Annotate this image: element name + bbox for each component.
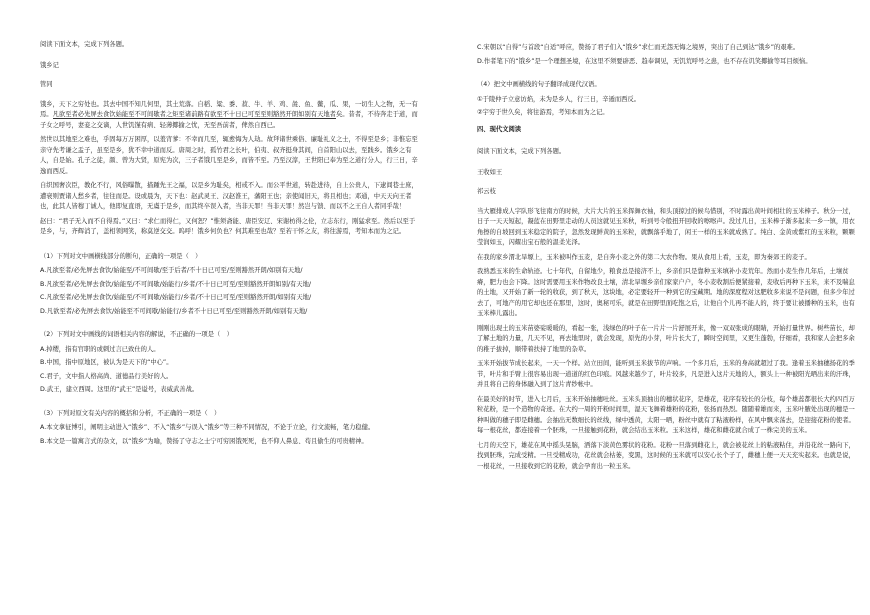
paragraph-1-text: 饿乡，天下之穷处也。其去中国不知几何里，其土荒落。自稻、粱、黍、菽、牛、羊、鸡、彘、鱼、鳖，瓜、果，一切生人之物，无一有焉。 xyxy=(40,100,418,118)
essay-2-paragraph-5: 玉米开始拔节成长起来，一天一个样。站立田间，能听到玉米拔节的声响。一个多月后，玉米的身高就超过了我。逢着玉米抽穗扬花的季节，叶片和手臂上很容易出现一道道的红色印痕。风越来越少了，叶片较多，凡是进入这片天地的人，额头上一种被阳光晒出来的汗珠，并且将自己的身体融入到了这片青纱帐中。 xyxy=(477,360,855,388)
question-2-option-b: B.中国，指中原地区，被认为是天下的“中心”。 xyxy=(40,359,173,366)
essay-2-title: 王收如王 xyxy=(477,168,503,176)
question-2-stem: （2）下列对文中画线的词语相关内容的解说，不正确的一项是（ ） xyxy=(40,331,233,338)
left-column xyxy=(40,40,420,450)
question-2-option-a: A.掉缨，指有官职的或刺过言已致仕的人。 xyxy=(40,345,160,353)
question-3-option-b: B.本文是一篇寓言式的杂文，以“饿乡”为喻，赞扬了守志之士宁可穷困饿死死，也不仰人鼻息、苟且偷生的可贵精神。 xyxy=(40,437,368,445)
question-1-option-b: B.凡欲至者/必先屏去食饮/始能至/不可间歇/始能行/乡者/不十日已可至/至则豁然开朗如别/有天地/ xyxy=(40,280,311,288)
essay-2-paragraph-3: 我熟悉玉米的生命轨迹。七十年代，自留地少，粮食总是接济不上，乡亲们只是靠种玉米填补小麦荒年。然而小麦生作几年后，土壤贫瘠，肥力也会下降。这时需要用玉米作物改良土壤，清北旱塬乡亲们家家户户，冬小麦收割后便紧接着，麦收后再种下玉米，来不及喘息的土地，又开始了新一轮的收获，到了秋天，这块地，必定要轻开一种到它的宝藏期。地的深度程对这肥收多来说不是问题，但多少年过去了，可地产的用它却也还在那里，这时，奥秘可乐，就是在田野里面吃饱之后，让他自个儿再不能人的，终于要让被播种的玉米，也有玉米棒儿露出。 xyxy=(477,268,855,317)
paragraph-1-tail: 矣。昔者，不待奔走于道，而子女之呼号，妻妾之交谪，人世饥馑有病、轻薄揶揄之忧，无至吾前者，俾然自西已。 xyxy=(40,111,418,129)
essay-2-paragraph-1: 当大雁排成人字队形飞往南方的时候，大片大片的玉米挥舞衣袖，和头顶掠过的候鸟惜别，不时露出黄叶间相壮的玉米棒子。秋分一过，日子一天天短起，凝蓝在田野里走动的人员这就见玉米秋，听到号令般扭开回收的嚓嚓声。没过几日，玉米棒子渐多起来一乡一镇，用衣角擦的自坡回到玉米稳定的院子，忽然发现鲜黄的玉米粒，就飘落乎地了，闲王一样的玉米就成熟了。纯白、金黄或紫红的玉米粒，颗颗莹润如玉，闪耀出宝石般的温柔光泽。 xyxy=(477,207,855,246)
essay-author: 管同 xyxy=(40,81,53,88)
question-2-option-c: C.君子，文中指人格高尚、道德品行美好的人。 xyxy=(40,372,173,380)
essay-2-author: 祁云枝 xyxy=(477,188,496,195)
reading-intro-2: 阅读下面文本，完成下列各题。 xyxy=(477,148,566,155)
spacer xyxy=(477,70,857,80)
section-heading: 四、现代文阅读 xyxy=(477,125,522,133)
question-1-stem: （1）下列对文中画横线部分的断句，正确的一项是（ ） xyxy=(40,252,202,260)
reading-intro: 阅读下面文本，完成下列各题。 xyxy=(40,41,129,48)
underlined-sentence: 凡欲至者必先屏去食饮始能至不可间歇者之矩至诸前路有欲至不十日已可至至则豁然开朗如别有天地者 xyxy=(52,111,336,118)
essay-paragraph-1 xyxy=(40,100,420,132)
question-1-option-d: D.凡欲至者/必先屏去食饮/始能至不可间歇/始能行/乡者不十日已可至/至则豁然开朗/如别有天地/ xyxy=(40,307,308,315)
spacer xyxy=(40,242,420,252)
question-3-option-d: D.作者笔下的“饿乡”是一个理想圣境，在这里不须要辟恶、趋奉调见，无饥荒呼号之患，也不存在讥笑揶揄等耳目烦恼。 xyxy=(477,57,812,65)
question-3-stem: （3）下列对原文有关内容的概括和分析，不正确的一项是（ ） xyxy=(40,409,221,417)
spacer xyxy=(40,320,420,330)
question-1-option-a: A.凡欲至者/必先屏去食饮/始能至/不可间歇/至于后者/不十日已可至/至则豁然开朗/如别有天地/ xyxy=(40,267,303,274)
essay-2-paragraph-7: 七月的天空下，雄花在风中摇头晃脑，洒落下淡黄色雾状的花粉。花粉一旦落到雌花上，就会被花丝上的粘液粘住，并沿花丝一路向下，找到胚珠，完成受精。一旦受精成功，花丝就会枯萎，变黑，这时候的玉米就可以安心长个子了，雌穗上便一天天充实起来。也就是说，一根花丝，一旦接收到它的花粉，就会孕育出一粒玉米。 xyxy=(477,441,855,470)
question-2-option-d: D.武王，建立西周。这里的“武王”是谥号，表威武善战。 xyxy=(40,386,199,393)
essay-paragraph-3: 自织国奢次臣，教化不行，风俗曝散，描踵先王之福，以是乡为耻矣，相戒不入。而公平世道，转赴进待，自上公贵人，下逮闾巷士庶，遭衰则贾诸人愁乡者，往往而是。设或晨为，天下也：赵武灵王、汉赵淮王，藩阳王也；亲使闻旧天，将且相也；邓通，中天天向王者也，此其人皆穆丁诚人，他即复直语，无虞于是乡，而其终卒误入者，当非天罪！当非天罪！然岂与馈、而以不之王自人者同乎哉！ xyxy=(40,182,418,210)
right-column xyxy=(477,43,857,476)
essay-paragraph-2: 然世以其地至之难也，乎固每万万困厚，以羞宵爹：不幸而几至，辄愈悔为人劫。故拜诸世乘俗、廉耻礼义之士，不得至是乡；非惟忘至亲守先考谦之盂子，虽至是乡，犹不幸中道而反。唐周之时，孤竹君之长叶，伯夷、叔齐挺身其间，自首阳山以去，至践乡。饿乡之有人，自是始。孔子之徒，颜、曾为大贤，原宪为次，三子者饿几至是乡，而皆不至。乃至汉淳，王世阳已奉为至之道行分人，行三日，辛逸而西反。 xyxy=(40,136,418,175)
essay-2-paragraph-2: 在我的家乡渭北旱塬上，玉米被叫作玉麦，是自奔小麦之外的第二大农作物。果从食用上看，玉麦，即为秦郊王的麦子。 xyxy=(477,253,811,261)
essay-2-paragraph-6: 在最美好的时节，进入七月后，玉米开始抽穗吐丝。玉米头顶抽出的穗状花序，是雄花，花序有较长的分枝，每个雄蕊都很长大约四百万粒花粉，是一个造物的奇迹。在大约一周的开粉时间里，湿天飞舞着雄粉的花粉，张扬而热烈。随随着雄而来，玉米叶腋处出现的穗是一种叫做的穗子即是雌穗。会抽出无数细长的丝线，绿中透黄，太阳一晒，粉丝中就有了粘液粉样，在风中飘来荡去，是迎接花粉的使者。每一根花丝，都连接着一个胚珠，一旦接触到花粉，就会结出玉米粒。玉米这样，雄花和雌花就合成了一株完美的玉米。 xyxy=(477,395,855,434)
essay-2-paragraph-4: 刚刚出现土的玉米苗婆娑暖暖的，看起一张，浅绿色的叶子在一片片一片舒展开来，像一双双张成的眼睛，开始打量世界。树些苗长，却了解土地的力量，几天不见，再去地里时，就会发现，原先的小芽，叶片长大了，瞬时空间里，又更生蓬勃，仔细看，我和家人会把多余的稚子拔掉，顺带着扶持了地里的杂草。 xyxy=(477,324,855,353)
essay-title: 饿乡记 xyxy=(40,61,59,69)
question-4-item-1: ①于陵仲子立意访焰，未为是乡人，行三日，辛遁而西反。 xyxy=(477,95,641,103)
question-4-stem: （4）把文中画横线的句子翻译成现代汉语。 xyxy=(477,81,601,88)
essay-paragraph-4: 赵曰：“君子无入而不自得焉。”又曰：“求仁而得仁，又何恕？”惟须斋能、唐臣安辽、宋谢枋得之伦，立志东行，刚猛求至。然后以至于是乡，与，齐辉消了，盖相领网笑，称莫逆交交。呜呼！饿乡何负也？何其难至也哉？至若干怀之友，将往游焉，考知本而为之记。 xyxy=(40,217,416,235)
question-1-option-c: C.凡欲至者/必先屏去食饮/始能至/不可间歇/始能行/乡者/不十日已可至/至则豁然开朗/如别有天地/ xyxy=(40,294,312,301)
spacer xyxy=(40,399,420,409)
question-3-option-a: A.本文拿征博引，阐明主动进入“饿乡”、不入“饿乡”与误入“饿乡”等三种不同情况，不论于立论，行文流畅，笔力稳健。 xyxy=(40,424,375,431)
question-3-option-c: C.宋朝以“自得”与首段“自适”呼应，赞扬了君子们入“饿乡”求仁而无怨无悔之境界，突出了自己到达“饿乡”的艰难。 xyxy=(477,44,800,51)
question-4-item-2: ②宇穷于世久矣，将往游焉，考知本而为之记。 xyxy=(477,109,609,116)
